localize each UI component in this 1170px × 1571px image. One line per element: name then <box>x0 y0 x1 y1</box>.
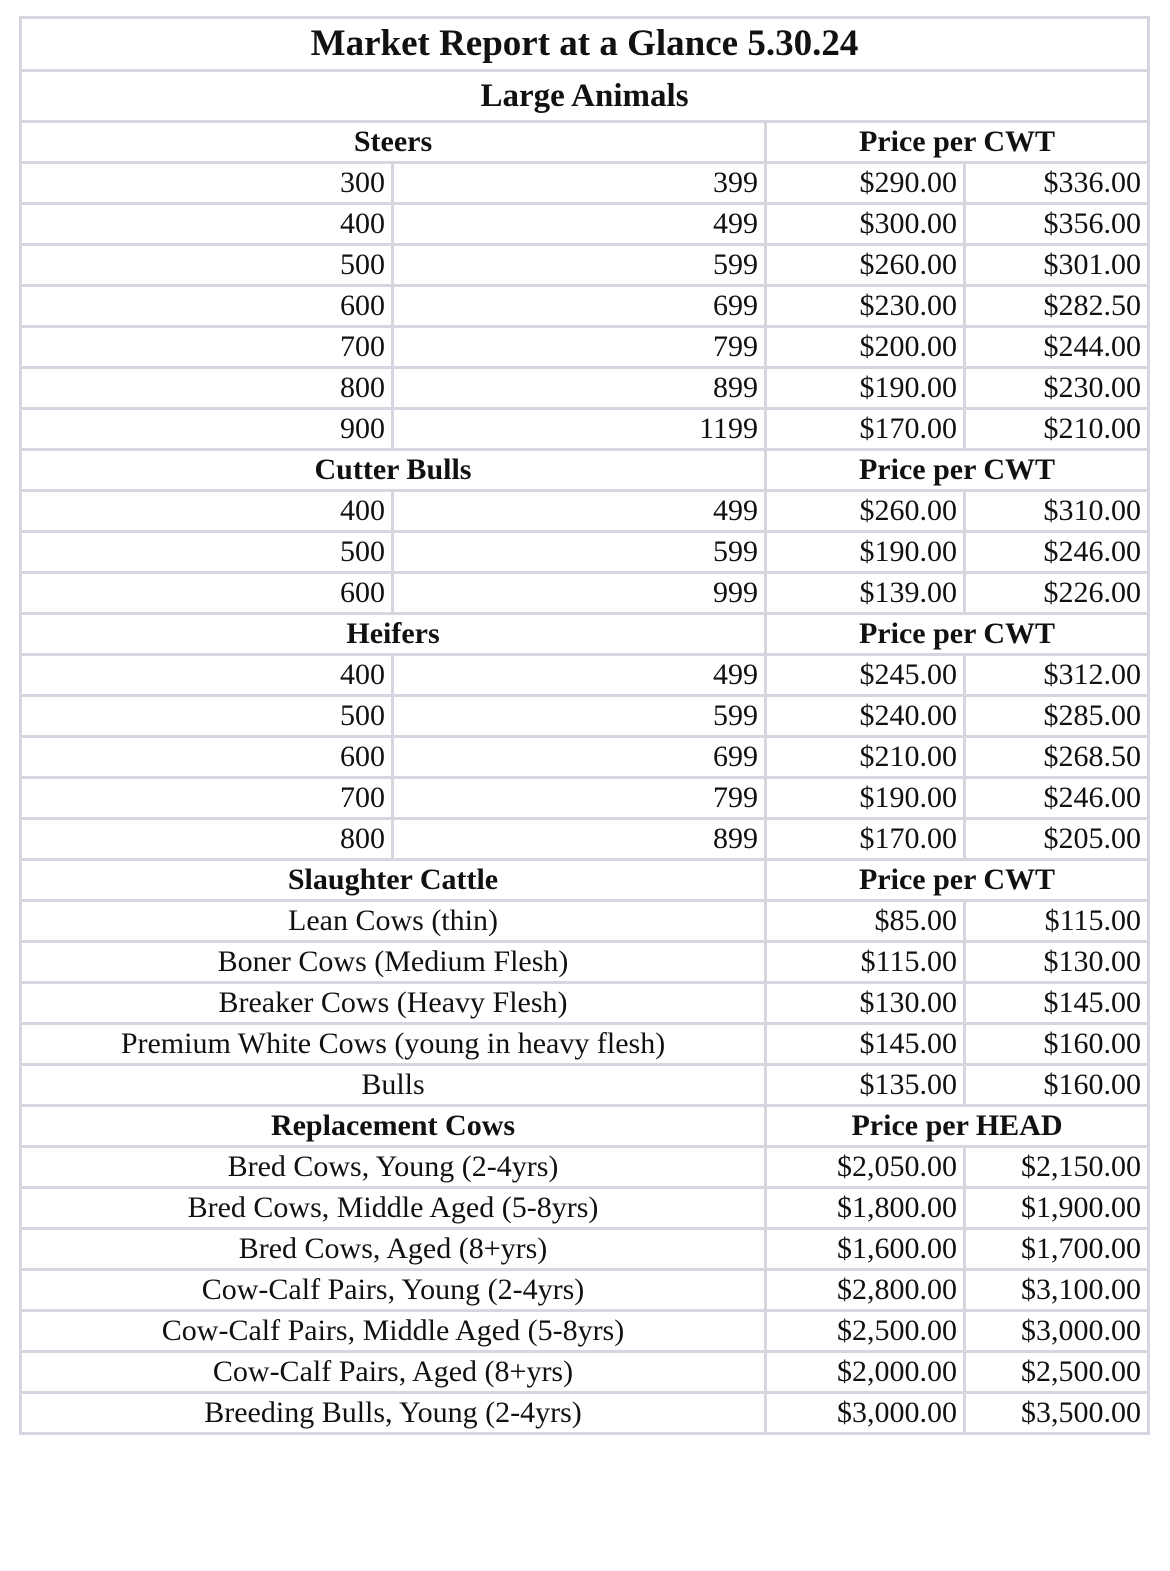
weight-min: 600 <box>21 286 393 327</box>
table-row <box>21 1188 1149 1229</box>
report-subtitle: Large Animals <box>21 71 1149 122</box>
price-low: $170.00 <box>766 409 965 450</box>
price-high: $3,000.00 <box>965 1311 1149 1352</box>
table-row <box>21 204 1149 245</box>
price-low: $190.00 <box>766 532 965 573</box>
price-high: $246.00 <box>965 532 1149 573</box>
weight-min: 300 <box>21 163 393 204</box>
weight-min: 500 <box>21 532 393 573</box>
table-row <box>21 1270 1149 1311</box>
table-row <box>21 1393 1149 1434</box>
weight-min: 400 <box>21 655 393 696</box>
price-low: $170.00 <box>766 819 965 860</box>
price-low: $290.00 <box>766 163 965 204</box>
price-low: $300.00 <box>766 204 965 245</box>
item-label: Bred Cows, Young (2-4yrs) <box>21 1147 766 1188</box>
item-label: Bulls <box>21 1065 766 1106</box>
table-row <box>21 163 1149 204</box>
section-title: Cutter Bulls <box>21 450 766 491</box>
table-row <box>21 696 1149 737</box>
price-high: $3,500.00 <box>965 1393 1149 1434</box>
table-row <box>21 819 1149 860</box>
table-row <box>21 245 1149 286</box>
weight-max: 899 <box>393 819 766 860</box>
table-row <box>21 286 1149 327</box>
table-row <box>21 655 1149 696</box>
weight-min: 400 <box>21 204 393 245</box>
table-row <box>21 327 1149 368</box>
table-row <box>21 983 1149 1024</box>
price-high: $130.00 <box>965 942 1149 983</box>
item-label: Breeding Bulls, Young (2-4yrs) <box>21 1393 766 1434</box>
price-low: $260.00 <box>766 245 965 286</box>
section-header <box>21 860 1149 901</box>
weight-min: 900 <box>21 409 393 450</box>
price-high: $115.00 <box>965 901 1149 942</box>
item-label: Cow-Calf Pairs, Middle Aged (5-8yrs) <box>21 1311 766 1352</box>
item-label: Bred Cows, Middle Aged (5-8yrs) <box>21 1188 766 1229</box>
item-label: Cow-Calf Pairs, Young (2-4yrs) <box>21 1270 766 1311</box>
item-label: Lean Cows (thin) <box>21 901 766 942</box>
price-high: $244.00 <box>965 327 1149 368</box>
table-row <box>21 737 1149 778</box>
weight-max: 799 <box>393 327 766 368</box>
table-row <box>21 532 1149 573</box>
table-row <box>21 1024 1149 1065</box>
price-low: $190.00 <box>766 368 965 409</box>
section-header <box>21 1106 1149 1147</box>
price-high: $1,900.00 <box>965 1188 1149 1229</box>
report-title: Market Report at a Glance 5.30.24 <box>21 18 1149 71</box>
table-row <box>21 1147 1149 1188</box>
subtitle-row <box>21 71 1149 122</box>
section-title: Slaughter Cattle <box>21 860 766 901</box>
section-header <box>21 614 1149 655</box>
price-high: $210.00 <box>965 409 1149 450</box>
section-title: Steers <box>21 122 766 163</box>
price-high: $285.00 <box>965 696 1149 737</box>
weight-min: 600 <box>21 573 393 614</box>
price-low: $245.00 <box>766 655 965 696</box>
item-label: Boner Cows (Medium Flesh) <box>21 942 766 983</box>
price-low: $2,500.00 <box>766 1311 965 1352</box>
table-row <box>21 942 1149 983</box>
item-label: Breaker Cows (Heavy Flesh) <box>21 983 766 1024</box>
price-high: $2,150.00 <box>965 1147 1149 1188</box>
price-high: $226.00 <box>965 573 1149 614</box>
price-high: $301.00 <box>965 245 1149 286</box>
price-low: $130.00 <box>766 983 965 1024</box>
item-label: Bred Cows, Aged (8+yrs) <box>21 1229 766 1270</box>
weight-max: 599 <box>393 532 766 573</box>
price-low: $1,800.00 <box>766 1188 965 1229</box>
weight-min: 800 <box>21 819 393 860</box>
weight-max: 999 <box>393 573 766 614</box>
section-header <box>21 122 1149 163</box>
price-low: $3,000.00 <box>766 1393 965 1434</box>
weight-max: 599 <box>393 696 766 737</box>
price-low: $85.00 <box>766 901 965 942</box>
weight-min: 400 <box>21 491 393 532</box>
table-row <box>21 901 1149 942</box>
table-row <box>21 409 1149 450</box>
weight-max: 699 <box>393 286 766 327</box>
weight-max: 799 <box>393 778 766 819</box>
price-low: $139.00 <box>766 573 965 614</box>
price-high: $246.00 <box>965 778 1149 819</box>
price-high: $268.50 <box>965 737 1149 778</box>
title-row <box>21 18 1149 71</box>
weight-min: 800 <box>21 368 393 409</box>
weight-max: 499 <box>393 655 766 696</box>
weight-max: 599 <box>393 245 766 286</box>
price-high: $336.00 <box>965 163 1149 204</box>
price-low: $1,600.00 <box>766 1229 965 1270</box>
price-label: Price per CWT <box>766 450 1149 491</box>
price-low: $145.00 <box>766 1024 965 1065</box>
price-label: Price per CWT <box>766 122 1149 163</box>
table-row <box>21 368 1149 409</box>
weight-min: 700 <box>21 327 393 368</box>
table-row <box>21 1229 1149 1270</box>
price-high: $145.00 <box>965 983 1149 1024</box>
price-low: $2,050.00 <box>766 1147 965 1188</box>
weight-max: 1199 <box>393 409 766 450</box>
price-low: $240.00 <box>766 696 965 737</box>
price-low: $210.00 <box>766 737 965 778</box>
table-row <box>21 491 1149 532</box>
weight-max: 499 <box>393 204 766 245</box>
table-row <box>21 1311 1149 1352</box>
section-title: Replacement Cows <box>21 1106 766 1147</box>
price-low: $230.00 <box>766 286 965 327</box>
price-high: $160.00 <box>965 1024 1149 1065</box>
section-header <box>21 450 1149 491</box>
price-low: $2,000.00 <box>766 1352 965 1393</box>
price-label: Price per HEAD <box>766 1106 1149 1147</box>
table-row <box>21 1352 1149 1393</box>
weight-max: 699 <box>393 737 766 778</box>
price-high: $310.00 <box>965 491 1149 532</box>
price-low: $2,800.00 <box>766 1270 965 1311</box>
price-low: $260.00 <box>766 491 965 532</box>
price-high: $230.00 <box>965 368 1149 409</box>
price-high: $282.50 <box>965 286 1149 327</box>
weight-min: 700 <box>21 778 393 819</box>
price-high: $1,700.00 <box>965 1229 1149 1270</box>
price-high: $205.00 <box>965 819 1149 860</box>
price-high: $312.00 <box>965 655 1149 696</box>
price-label: Price per CWT <box>766 614 1149 655</box>
price-high: $2,500.00 <box>965 1352 1149 1393</box>
price-low: $135.00 <box>766 1065 965 1106</box>
weight-max: 499 <box>393 491 766 532</box>
weight-max: 399 <box>393 163 766 204</box>
item-label: Premium White Cows (young in heavy flesh) <box>21 1024 766 1065</box>
table-row <box>21 778 1149 819</box>
weight-min: 500 <box>21 696 393 737</box>
section-title: Heifers <box>21 614 766 655</box>
weight-max: 899 <box>393 368 766 409</box>
price-high: $3,100.00 <box>965 1270 1149 1311</box>
item-label: Cow-Calf Pairs, Aged (8+yrs) <box>21 1352 766 1393</box>
price-high: $356.00 <box>965 204 1149 245</box>
weight-min: 500 <box>21 245 393 286</box>
price-low: $115.00 <box>766 942 965 983</box>
price-label: Price per CWT <box>766 860 1149 901</box>
price-low: $190.00 <box>766 778 965 819</box>
price-high: $160.00 <box>965 1065 1149 1106</box>
table-row <box>21 1065 1149 1106</box>
price-low: $200.00 <box>766 327 965 368</box>
table-row <box>21 573 1149 614</box>
weight-min: 600 <box>21 737 393 778</box>
market-report-table <box>19 16 1150 1435</box>
